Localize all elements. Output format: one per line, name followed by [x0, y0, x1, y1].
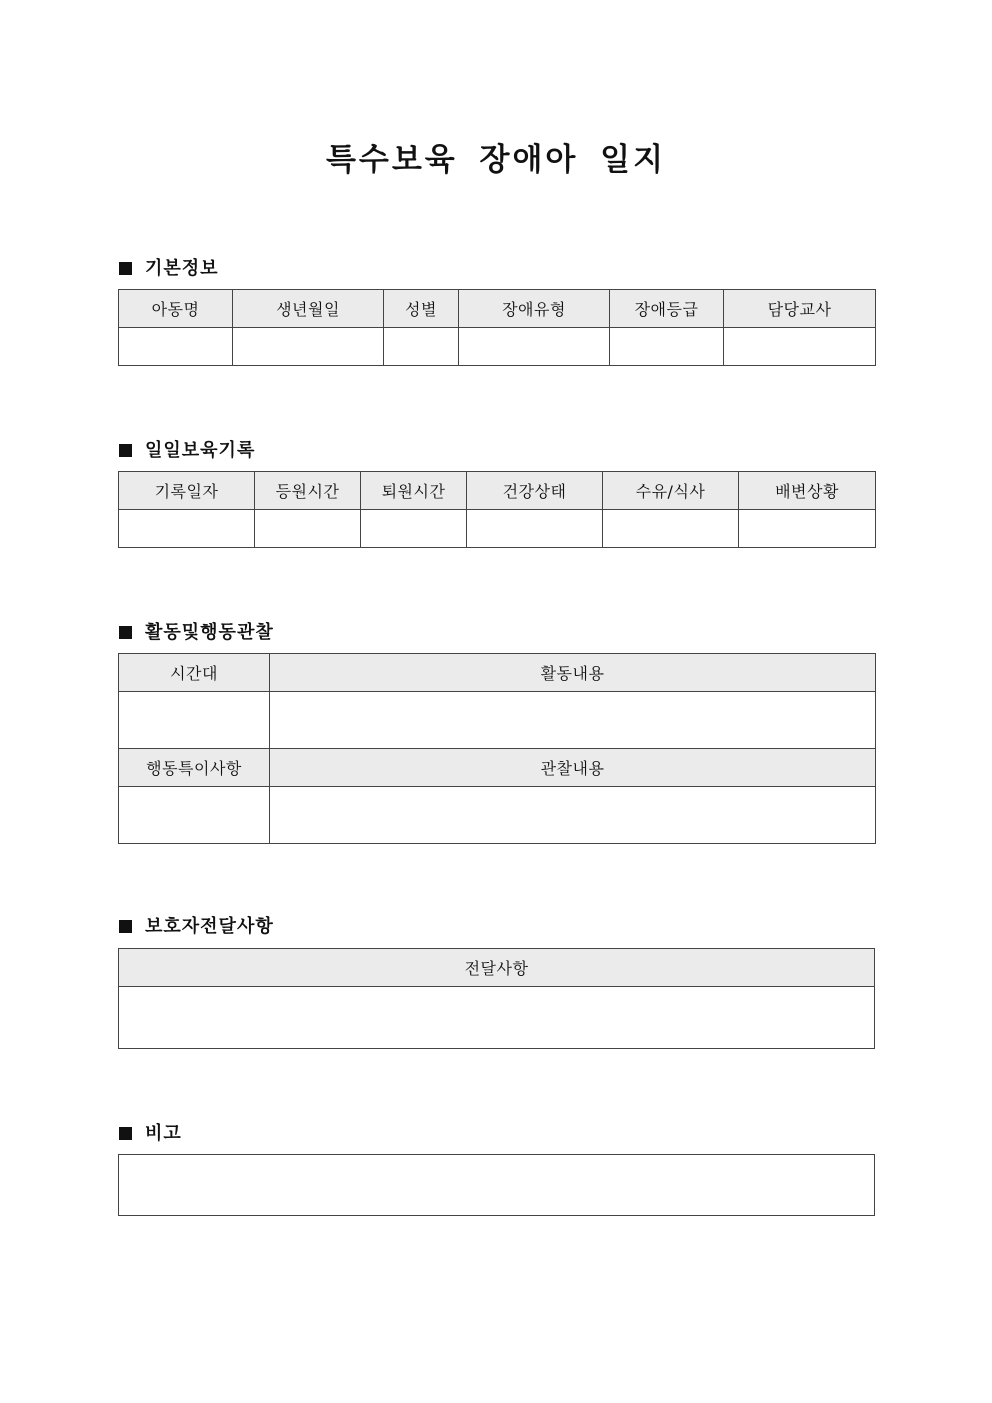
column-header-disability-grade: 장애등급 [610, 290, 724, 328]
toileting-cell[interactable] [739, 510, 876, 548]
disability-grade-cell[interactable] [610, 328, 724, 366]
section-heading-guardian-label: 보호자전달사항 [145, 916, 274, 937]
observation-content-cell[interactable] [270, 787, 876, 844]
section-heading-remarks [119, 1119, 182, 1145]
column-header-departure-time: 퇴원시간 [361, 472, 467, 510]
daily-record-table [118, 471, 876, 548]
section-heading-guardian [119, 912, 274, 938]
section-heading-daily [119, 436, 255, 462]
table-header-row [119, 949, 875, 987]
record-date-cell[interactable] [119, 510, 255, 548]
column-header-disability-type: 장애유형 [459, 290, 610, 328]
table-header-row [119, 290, 876, 328]
section-heading-activity [119, 618, 274, 644]
column-header-gender: 성별 [384, 290, 459, 328]
feeding-cell[interactable] [603, 510, 739, 548]
section-heading-basic-label: 기본정보 [145, 258, 219, 279]
activity-content-cell[interactable] [270, 692, 876, 749]
table-header-row [119, 472, 876, 510]
column-header-activity-content: 활동내용 [270, 654, 876, 692]
column-header-guardian-message: 전달사항 [119, 949, 875, 987]
column-header-arrival-time: 등원시간 [255, 472, 361, 510]
table-header-row [119, 654, 876, 692]
remarks-cell[interactable] [119, 1155, 875, 1216]
column-header-birthdate: 생년월일 [233, 290, 384, 328]
table-header-row [119, 749, 876, 787]
column-header-time-slot: 시간대 [119, 654, 270, 692]
column-header-record-date: 기록일자 [119, 472, 255, 510]
arrival-time-cell[interactable] [255, 510, 361, 548]
column-header-health: 건강상태 [467, 472, 603, 510]
square-bullet-icon [119, 920, 132, 933]
section-heading-daily-label: 일일보육기록 [145, 440, 256, 461]
guardian-notes-table [118, 948, 875, 1049]
column-header-teacher: 담당교사 [724, 290, 876, 328]
column-header-observation-content: 관찰내용 [270, 749, 876, 787]
table-row [119, 1155, 875, 1216]
table-row [119, 692, 876, 749]
time-slot-cell[interactable] [119, 692, 270, 749]
table-row [119, 987, 875, 1049]
section-heading-basic [119, 254, 219, 280]
table-row [119, 328, 876, 366]
departure-time-cell[interactable] [361, 510, 467, 548]
basic-info-table [118, 289, 876, 366]
remarks-table [118, 1154, 875, 1216]
square-bullet-icon [119, 626, 132, 639]
table-row [119, 787, 876, 844]
column-header-toileting: 배변상황 [739, 472, 876, 510]
square-bullet-icon [119, 262, 132, 275]
column-header-child-name: 아동명 [119, 290, 233, 328]
teacher-cell[interactable] [724, 328, 876, 366]
square-bullet-icon [119, 1127, 132, 1140]
square-bullet-icon [119, 444, 132, 457]
column-header-behavior-notes: 행동특이사항 [119, 749, 270, 787]
activity-observation-table [118, 653, 876, 844]
birthdate-cell[interactable] [233, 328, 384, 366]
gender-cell[interactable] [384, 328, 459, 366]
section-heading-activity-label: 활동및행동관찰 [145, 622, 274, 643]
section-heading-remarks-label: 비고 [145, 1123, 182, 1144]
health-cell[interactable] [467, 510, 603, 548]
guardian-message-cell[interactable] [119, 987, 875, 1049]
behavior-notes-cell[interactable] [119, 787, 270, 844]
child-name-cell[interactable] [119, 328, 233, 366]
disability-type-cell[interactable] [459, 328, 610, 366]
table-row [119, 510, 876, 548]
document-title: 특수보육 장애아 일지 [325, 142, 667, 178]
column-header-feeding: 수유/식사 [603, 472, 739, 510]
